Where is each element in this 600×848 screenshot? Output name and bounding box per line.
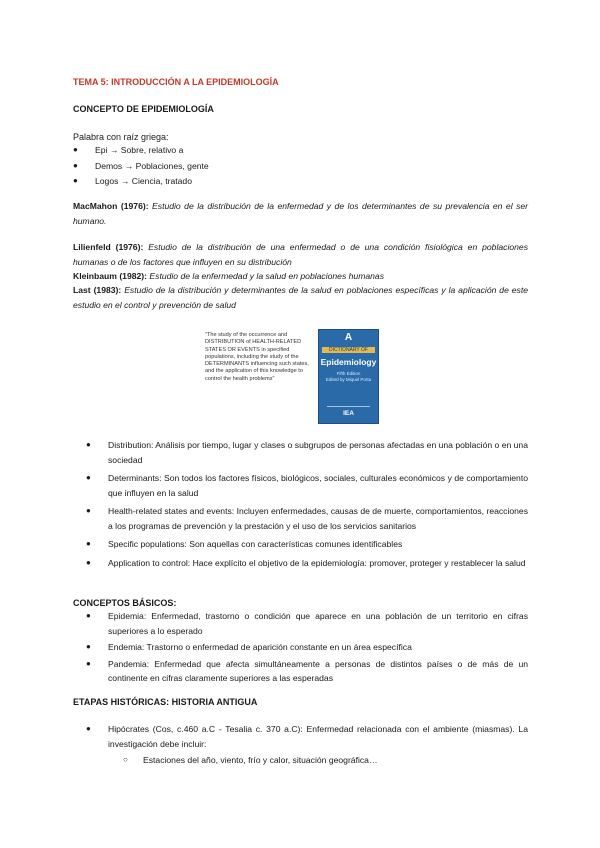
list-item: ● Endemia: Trastorno o enfermedad de aparición constante en un área específica: [108, 640, 528, 655]
bullet-icon: ●: [86, 658, 91, 668]
bullet-icon: ●: [73, 145, 78, 154]
bullet-icon: ●: [86, 539, 91, 548]
bullet-icon: ●: [86, 724, 91, 733]
list-item: ● Distribution: Análisis por tiempo, lugar y clases o subgrupos de personas afectadas en una población o en una sociedad: [86, 440, 528, 465]
bullet-icon: ●: [86, 611, 91, 620]
section-heading-concept: CONCEPTO DE EPIDEMIOLOGÍA: [73, 104, 214, 114]
bullet-icon: ●: [86, 506, 91, 515]
definition-quote: "The study of the occurrence and DISTRIBUTION of HEALTH-RELATED STATES OR EVENTS in specified populations, including the study of the DETERMINANTS influencing such states, and the application of this knowledge to control the health problems": [205, 332, 309, 382]
history-sublist: [123, 753, 523, 772]
list-item: ● Epi → Sobre, relativo a: [95, 143, 535, 158]
bullet-icon: ●: [86, 473, 91, 482]
history-list: [86, 722, 528, 755]
root-label: Palabra con raíz griega:: [73, 132, 169, 142]
basics-list: [86, 609, 529, 688]
bullet-icon: ●: [86, 440, 91, 449]
book-cover: A DICTIONARY OF Epidemiology Fifth Edition Edited by Miquel Porta IEA: [318, 329, 379, 424]
definition-lilienfeld: Lilienfeld (1976): Estudio de la distribución de una enfermedad o de una condición fisiológica en poblaciones humanas o de los factores que influyen en su distribución: [73, 242, 528, 267]
bullet-icon: ●: [86, 557, 91, 567]
bullet-icon: ●: [73, 176, 78, 185]
bullet-icon: ●: [73, 160, 78, 170]
list-item: ● Determinants: Son todos los factores físicos, biológicos, sociales, culturales económicos y de comportamiento que influyen en la salud: [86, 473, 528, 498]
list-item: ● Health-related states and events: Incluyen enfermedades, causas de de muerte, comportamientos, reacciones a los programas de prevención y la prestación y el uso de los servicios sanitarios: [86, 506, 529, 531]
bullet-icon: ●: [86, 642, 91, 651]
page-title: TEMA 5: INTRODUCCIÓN A LA EPIDEMIOLOGÍA: [73, 77, 279, 87]
list-item: ● Epidemia: Enfermedad, trastorno o condición que aparece en una población de un territorio en cifras superiores a lo esperado: [86, 611, 528, 636]
list-item: ● Demos → Poblaciones, gente: [95, 159, 535, 174]
list-item: ● Application to control: Hace explícito el objetivo de la epidemiología: promover, proteger y restablecer la salud: [108, 556, 528, 571]
circle-bullet-icon: ○: [123, 755, 128, 764]
section-heading-history: ETAPAS HISTÓRICAS: HISTORIA ANTIGUA: [73, 697, 258, 707]
definition-kleinbaum: Kleinbaum (1982): Estudio de la enfermedad y la salud en poblaciones humanas: [73, 271, 384, 281]
list-item: ● Specific populations: Son aquellas con características comunes identificables: [108, 537, 528, 552]
definition-macmahon: MacMahon (1976): Estudio de la distribución de la enfermedad y de los determinantes de su prevalencia en el ser humano.: [73, 201, 529, 226]
list-item: ● Logos → Ciencia, tratado: [95, 174, 535, 189]
definition-last: Last (1983): Estudio de la distribución y determinantes de la salud en poblaciones específicas y la aplicación de este estudio en el control y prevención de salud: [73, 285, 528, 310]
dictionary-figure: [200, 327, 400, 425]
list-item: ● Pandemia: Enfermedad que afecta simultáneamente a personas de distintos países o de más de un continente en cifras claramente superiores a las esperadas: [86, 658, 529, 683]
section-heading-basics: CONCEPTOS BÁSICOS:: [73, 598, 177, 608]
roots-list: [73, 143, 535, 190]
list-item: ● Hipócrates (Cos, c.460 a.C - Tesalia c. 370 a.C): Enfermedad relacionada con el ambiente (miasmas). La investigación debe incluir:: [86, 724, 528, 749]
list-item: ○ Estaciones del año, viento, frío y calor, situación geográfica…: [143, 753, 523, 768]
components-list: [86, 438, 529, 574]
